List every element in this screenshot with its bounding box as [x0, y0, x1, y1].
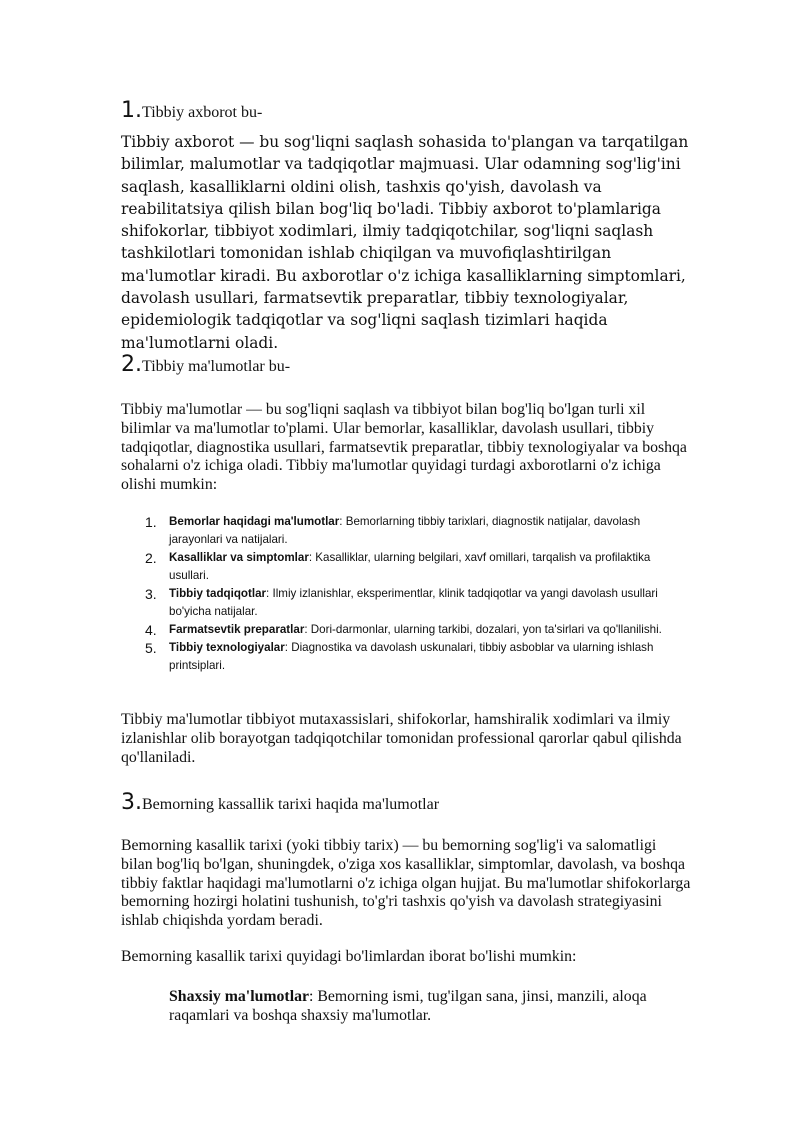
list-desc: : Kasalliklar, ularning belgilari, xavf omillari, tarqalish va profilaktika usullari. [169, 551, 651, 582]
list-term: Tibbiy texnologiyalar [169, 641, 285, 654]
list-item [121, 621, 691, 639]
list-number: 3. [145, 586, 157, 602]
list-item [121, 639, 691, 675]
section-heading-1 [121, 98, 262, 123]
list-desc: : Diagnostika va davolash uskunalari, tibbiy asboblar va ularning ishlash printsiplari. [169, 641, 654, 672]
list-number: 2. [145, 550, 157, 566]
list-desc: : Ilmiy izlanishlar, eksperimentlar, klinik tadqiqotlar va yangi davolash usullari bo'yicha natijalar. [169, 587, 658, 618]
list-item [121, 549, 691, 585]
list-number: 5. [145, 640, 157, 656]
sub-item-term: Shaxsiy ma'lumotlar [169, 988, 309, 1005]
section-title: Bemorning kassallik tarixi haqida ma'lumotlar [142, 796, 440, 813]
sub-item-desc: : Bemorning ismi, tug'ilgan sana, jinsi, manzili, aloqa raqamlari va boshqa shaxsiy ma'lumotlar. [169, 988, 647, 1024]
list-term: Kasalliklar va simptomlar [169, 551, 309, 564]
list-desc: : Dori-darmonlar, ularning tarkibi, dozalari, yon ta'sirlari va qo'llanilishi. [304, 623, 662, 636]
info-types-list [121, 513, 691, 675]
section-title: Tibbiy ma'lumotlar bu- [142, 358, 291, 375]
paragraph-sections-intro: Bemorning kasallik tarixi quyidagi bo'limlardan iborat bo'lishi mumkin: [121, 948, 577, 965]
section-number: 1. [121, 98, 142, 123]
list-term: Tibbiy tadqiqotlar [169, 587, 267, 600]
section-number: 2. [121, 352, 142, 377]
list-number: 1. [145, 514, 157, 530]
sub-item-shaxsiy [169, 987, 669, 1025]
list-number: 4. [145, 622, 157, 638]
paragraph-tibbiy-axborot: Tibbiy axborot — bu sog'liqni saqlash sohasida to'plangan va tarqatilgan bilimlar, malumotlar va tadqiqotlar majmuasi. Ular odamning sog'lig'ini saqlash, kasalliklarni oldini olish, tashxis qo'yish, davolash va reabilitatsiya qilish bilan bog'liq bo'ladi. Tibbiy axborot to'plamlariga shifokorlar, tibbiyot xodimlari, ilmiy tadqiqotchilar, sog'liqni saqlash tashkilotlari tomonidan ishlab chiqilgan va muvofiqlashtirilgan ma'lumotlar kiradi. Bu axborotlar o'z ichiga kasalliklarning simptomlari, davolash usullari, farmatsevtik preparatlar, tibbiy texnologiyalar, epidemiologik tadqiqotlar va sog'liqni saqlash tizimlari haqida ma'lumotlarni oladi. [121, 133, 689, 352]
list-term: Bemorlar haqidagi ma'lumotlar [169, 515, 340, 528]
section-heading-3 [121, 790, 439, 815]
section-heading-2 [121, 352, 290, 377]
paragraph-kasallik-tarixi: Bemorning kasallik tarixi (yoki tibbiy tarix) — bu bemorning sog'lig'i va salomatligi bilan bog'liq bo'lgan, shuningdek, o'ziga xos kasalliklar, simptomlar, davolash, va boshqa tibbiy faktlar haqidagi ma'lumotlarni o'z ichiga olgan hujjat. Bu ma'lumotlar shifokorlarga bemorning hozirgi holatini tushunish, to'g'ri tashxis qo'yish va davolash strategiyasini ishlab chiqishda yordam beradi. [121, 837, 691, 930]
list-desc: : Bemorlarning tibbiy tarixlari, diagnostik natijalar, davolash jarayonlari va natijalari. [169, 515, 641, 546]
paragraph-usage: Tibbiy ma'lumotlar tibbiyot mutaxassislari, shifokorlar, hamshiralik xodimlari va ilmiy izlanishlar olib borayotgan tadqiqotchilar tomonidan professional qarorlar qabul qilishda qo'llaniladi. [121, 711, 682, 766]
list-item [121, 513, 691, 549]
list-item [121, 585, 691, 621]
section-number: 3. [121, 790, 142, 815]
list-term: Farmatsevtik preparatlar [169, 623, 305, 636]
section-title: Tibbiy axborot bu- [142, 104, 263, 121]
paragraph-tibbiy-malumotlar: Tibbiy ma'lumotlar — bu sog'liqni saqlash va tibbiyot bilan bog'liq bo'lgan turli xil bilimlar va ma'lumotlar to'plami. Ular bemorlar, kasalliklar, davolash usullari, tibbiy tadqiqotlar, diagnostika usullari, farmatsevtik preparatlar, tibbiy texnologiyalar va boshqa sohalarni o'z ichiga oladi. Tibbiy ma'lumotlar quyidagi turdagi axborotlarni o'z ichiga olishi mumkin: [121, 401, 687, 494]
